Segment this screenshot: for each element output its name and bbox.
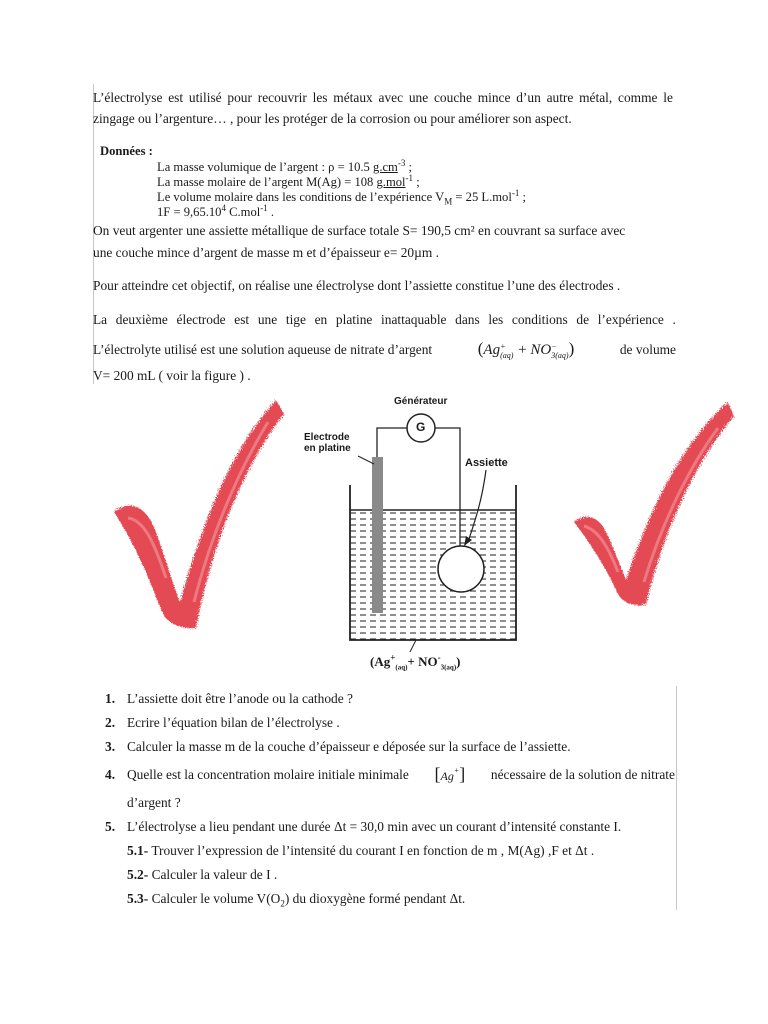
p3-line-2-end: de volume (619, 341, 676, 357)
intro-line-1-word: comme (618, 90, 658, 105)
intro-line-1-word: métaux (333, 90, 373, 105)
intro-line-1 (93, 89, 673, 107)
p3-line-1-word: les (488, 312, 504, 327)
intro-line-1-word: couche (433, 90, 472, 105)
electrode-label: Electrode en platine (304, 432, 351, 454)
p3-line-1-word: inattaquable (381, 312, 447, 327)
p3-line-2-text: L’électrolyte utilisé est une solution aqueuse de nitrate d’argent (93, 341, 433, 357)
p3-line-1-word: électrode (176, 312, 226, 327)
generator-letter: G (416, 420, 426, 434)
p1-line-1: On veut argenter une assiette métallique de surface totale S= 190,5 cm² en couvrant sa surface avec (93, 223, 626, 238)
p1-line-2: une couche mince d’argent de masse m et d’épaisseur e= 20µm . (93, 245, 439, 260)
intro-line-1-word: utilisé (188, 90, 222, 105)
right-red-checkmark (568, 396, 738, 610)
p3-line-1-word: une (257, 312, 278, 327)
question-2: 2. Ecrire l’équation bilan de l’électrolyse . (105, 715, 340, 730)
intro-line-1-word: pour (227, 90, 252, 105)
p2: Pour atteindre cet objectif, on réalise une électrolyse dont l’assiette constitue l’une des électrodes . (93, 278, 621, 293)
donnees-title: Données : (100, 144, 153, 158)
solution-label: $(Ag^+_{(aq)}+ NO^-_{3(aq)})$ (370, 652, 461, 672)
p3-line-1-word: en (314, 312, 328, 327)
scan-border-right (676, 686, 677, 910)
p3-line-1-word: deuxième (115, 312, 168, 327)
donnees-line-4: $1F = 9,65.10^4$ C.mol$^{-1}$ . (157, 202, 275, 219)
p3-line-1 (93, 311, 676, 329)
assiette-label: Assiette (465, 457, 508, 469)
donnees-line-1: La masse volumique de l’argent : ρ = 10.5 $g.cm^{-3}$ ; (157, 157, 413, 174)
platinum-electrode (372, 457, 383, 613)
left-red-checkmark (108, 392, 288, 632)
p3-line-1-word: l’expérience (597, 312, 664, 327)
subquestion-5-1: 5.1- Trouver l’expression de l’intensité du courant I en fonction de m , M(Ag) ,F et Δt . (127, 843, 595, 858)
p3-line-1-word: dans (455, 312, 480, 327)
p3-line-2 (93, 340, 676, 360)
intro-line-1-word: métal, (579, 90, 613, 105)
intro-line-1-word: avec (378, 90, 404, 105)
subquestion-5-2: 5.2- Calculer la valeur de I . (127, 867, 278, 882)
wire-left (377, 428, 407, 457)
p3-line-1-word: de (576, 312, 590, 327)
intro-line-1-word: d’un (516, 90, 541, 105)
assiette-plate (438, 546, 484, 592)
intro-line-1-word: autre (546, 90, 574, 105)
p3-line-1-word: . (672, 312, 676, 327)
subquestion-5-3: 5.3- Calculer le volume $V(O_2)$ du dioxygène formé pendant Δt. (127, 891, 466, 909)
ag-concentration-bracket: [Ag+] (434, 764, 466, 784)
donnees-line-3: Le volume molaire dans les conditions de l’expérience $V_M = 25$ L.mol$^{-1}$ ; (157, 187, 526, 207)
intro-line-1-word: mince (477, 90, 511, 105)
p3-line-1-word: est (234, 312, 250, 327)
donnees-block (100, 144, 526, 220)
intro-line-2: zingage ou l’argenture… , pour les protéger de la corrosion ou pour améliorer son aspect. (93, 111, 572, 126)
question-4-continued: d’argent ? (127, 795, 181, 810)
intro-line-1-word: les (312, 90, 328, 105)
intro-line-1-word: le (663, 90, 673, 105)
electrode-pointer (358, 456, 374, 464)
p3-line-1-word: conditions (511, 312, 568, 327)
nitrate-formula: (Ag + (aq) + NO − 3(aq) ) (477, 339, 575, 360)
question-4: 4. Quelle est la concentration molaire initiale minimale [Ag+] nécessaire de la solution de nitrate (105, 764, 675, 784)
solution-pointer (410, 640, 416, 652)
intro-line-1-word: L’électrolyse (93, 90, 163, 105)
donnees-line-2: La masse molaire de l’argent M(Ag) = 108 g.mol$^{-1}$ ; (157, 172, 420, 189)
question-5: 5. L’électrolyse a lieu pendant une durée Δt = 30,0 min avec un courant d’intensité constante I. (105, 819, 622, 834)
generator-label: Générateur (394, 396, 448, 407)
p3-line-1-word: La (93, 312, 108, 327)
intro-line-1-word: est (168, 90, 184, 105)
p3-line-3: V= 200 mL ( voir la figure ) . (93, 368, 251, 383)
question-1: 1. L’assiette doit être l’anode ou la cathode ? (105, 691, 353, 706)
p3-line-1-word: tige (285, 312, 306, 327)
question-3: 3. Calculer la masse m de la couche d’épaisseur e déposée sur la surface de l’assiette. (105, 739, 571, 754)
p3-line-1-word: platine (335, 312, 373, 327)
intro-line-1-word: recouvrir (257, 90, 307, 105)
intro-line-1-word: une (408, 90, 429, 105)
